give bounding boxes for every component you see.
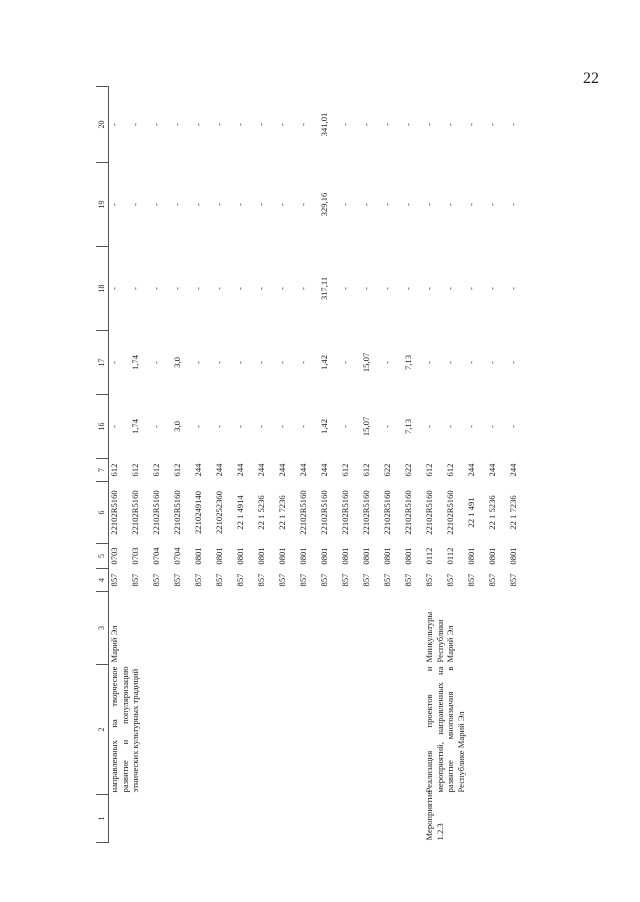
cell-col-20: -: [508, 123, 518, 126]
cell-col-17: -: [256, 361, 266, 364]
cell-col-5: 0801: [466, 547, 476, 565]
cell-col-5: 0801: [487, 547, 497, 565]
column-number-7: 7: [96, 459, 109, 482]
cell-col-7: 612: [151, 463, 161, 477]
cell-col-6: 22102R5160: [340, 490, 350, 535]
cell-col-5: 0801: [319, 547, 329, 565]
cell-col-19: -: [445, 203, 455, 206]
cell-col-18: -: [256, 287, 266, 290]
cell-col-18: -: [424, 287, 434, 290]
cell-col-17: -: [340, 361, 350, 364]
cell-col-19: -: [466, 203, 476, 206]
cell-col-7: 244: [235, 463, 245, 477]
cell-col-5: 0112: [445, 547, 455, 565]
cell-col-7: 612: [172, 463, 182, 477]
cell-col-5: 0704: [172, 547, 182, 565]
cell-col-17: 15,07: [361, 352, 371, 373]
cell-col-5: 0801: [508, 547, 518, 565]
cell-col-16: -: [277, 425, 287, 428]
column-number-17: 17: [96, 331, 109, 395]
column-number-6: 6: [96, 482, 109, 544]
cell-col-16: -: [109, 425, 119, 428]
cell-col-5: 0112: [424, 547, 434, 565]
cell-col-7: 612: [340, 463, 350, 477]
cell-col-20: -: [403, 123, 413, 126]
cell-col-20: -: [445, 123, 455, 126]
cell-col-6: 22 1 7236: [277, 495, 287, 530]
cell-col-4: 857: [403, 573, 413, 587]
cell-col-4: 857: [424, 573, 434, 587]
cell-col-4: 857: [361, 573, 371, 587]
cell-col-17: -: [214, 361, 224, 364]
cell-col-17: -: [424, 361, 434, 364]
cell-col-18: -: [403, 287, 413, 290]
cell-col-7: 244: [193, 463, 203, 477]
responsible-org: Минкультуры Республики Марий Эл: [424, 611, 455, 663]
cell-col-19: -: [256, 203, 266, 206]
cell-col-7: 612: [424, 463, 434, 477]
column-number-2: 2: [96, 665, 109, 795]
cell-col-7: 622: [382, 463, 392, 477]
cell-col-19: -: [151, 203, 161, 206]
cell-col-4: 857: [319, 573, 329, 587]
cell-col-6: 22102R5160: [319, 490, 329, 535]
cell-col-6: 22102R5160: [424, 490, 434, 535]
cell-col-16: -: [466, 425, 476, 428]
cell-col-18: -: [172, 287, 182, 290]
cell-col-17: 7,13: [403, 354, 413, 371]
cell-col-5: 0801: [277, 547, 287, 565]
cell-col-5: 0801: [256, 547, 266, 565]
cell-col-17: 1,42: [319, 354, 329, 371]
cell-col-17: 1,74: [130, 354, 140, 371]
cell-col-20: -: [172, 123, 182, 126]
cell-col-7: 244: [319, 463, 329, 477]
cell-col-20: -: [382, 123, 392, 126]
cell-col-19: -: [235, 203, 245, 206]
cell-col-6: 22 1 4914: [235, 495, 245, 530]
cell-col-18: -: [508, 287, 518, 290]
cell-col-4: 857: [487, 573, 497, 587]
cell-col-5: 0801: [193, 547, 203, 565]
cell-col-7: 244: [256, 463, 266, 477]
cell-col-19: -: [214, 203, 224, 206]
cell-col-19: -: [130, 203, 140, 206]
cell-col-19: -: [109, 203, 119, 206]
cell-col-17: -: [508, 361, 518, 364]
cell-col-20: -: [256, 123, 266, 126]
cell-col-19: -: [193, 203, 203, 206]
cell-col-6: 22102R5160: [298, 490, 308, 535]
cell-col-6: 2210252360: [214, 491, 224, 534]
cell-col-4: 857: [172, 573, 182, 587]
cell-col-17: -: [382, 361, 392, 364]
cell-col-5: 0801: [235, 547, 245, 565]
column-number-4: 4: [96, 569, 109, 592]
table-row: [109, 87, 131, 843]
column-number-19: 19: [96, 163, 109, 247]
cell-col-19: 329,16: [319, 192, 329, 217]
cell-col-19: -: [382, 203, 392, 206]
cell-col-16: -: [340, 425, 350, 428]
cell-col-18: -: [151, 287, 161, 290]
cell-col-4: 857: [382, 573, 392, 587]
cell-col-19: -: [508, 203, 518, 206]
cell-col-17: -: [109, 361, 119, 364]
cell-col-17: -: [445, 361, 455, 364]
cell-col-18: -: [193, 287, 203, 290]
cell-col-18: -: [214, 287, 224, 290]
cell-col-20: -: [235, 123, 245, 126]
page-number: 22: [583, 70, 599, 87]
cell-col-7: 244: [466, 463, 476, 477]
cell-col-4: 857: [298, 573, 308, 587]
cell-col-16: 1,42: [319, 418, 329, 435]
cell-col-18: -: [487, 287, 497, 290]
cell-col-19: -: [277, 203, 287, 206]
table-row: [424, 87, 445, 843]
cell-col-4: 857: [256, 573, 266, 587]
column-number-16: 16: [96, 395, 109, 459]
cell-col-16: 7,13: [403, 418, 413, 435]
cell-col-6: 22102R5160: [130, 490, 140, 535]
cell-col-17: -: [298, 361, 308, 364]
cell-col-19: -: [487, 203, 497, 206]
cell-col-19: -: [340, 203, 350, 206]
cell-col-16: -: [298, 425, 308, 428]
cell-col-4: 857: [466, 573, 476, 587]
cell-col-20: -: [340, 123, 350, 126]
cell-col-17: 3,0: [172, 357, 182, 368]
cell-col-6: 22102R5160: [445, 490, 455, 535]
column-number-20: 20: [96, 87, 109, 163]
cell-col-4: 857: [445, 573, 455, 587]
cell-col-18: -: [445, 287, 455, 290]
cell-col-16: -: [256, 425, 266, 428]
cell-col-16: -: [445, 425, 455, 428]
cell-col-6: 22102R5160: [403, 490, 413, 535]
cell-col-16: 15,07: [361, 416, 371, 437]
cell-col-16: -: [235, 425, 245, 428]
cell-col-7: 244: [508, 463, 518, 477]
cell-col-16: -: [487, 425, 497, 428]
column-number-3: 3: [96, 592, 109, 665]
cell-col-5: 0801: [214, 547, 224, 565]
cell-col-18: -: [235, 287, 245, 290]
cell-col-5: 0801: [340, 547, 350, 565]
cell-col-18: -: [466, 287, 476, 290]
cell-col-17: -: [151, 361, 161, 364]
cell-col-5: 0703: [109, 547, 119, 565]
cell-col-18: 317,11: [319, 276, 329, 301]
cell-col-4: 857: [109, 573, 119, 587]
cell-col-6: 22102R5160: [361, 490, 371, 535]
cell-col-5: 0703: [130, 547, 140, 565]
cell-col-17: -: [277, 361, 287, 364]
cell-col-17: -: [466, 361, 476, 364]
cell-col-6: 22 1 7236: [508, 495, 518, 530]
cell-col-19: -: [403, 203, 413, 206]
cell-col-6: 22102R5160: [382, 490, 392, 535]
cell-col-6: 22102R5160: [151, 490, 161, 535]
cell-col-19: -: [298, 203, 308, 206]
cell-col-4: 857: [214, 573, 224, 587]
cell-col-7: 612: [109, 463, 119, 477]
cell-col-16: -: [424, 425, 434, 428]
activity-description: Реализация проектов и мероприятий, направленных на развитие многоязычия в Республике Марий Эл: [424, 666, 466, 793]
cell-col-5: 0801: [382, 547, 392, 565]
cell-col-20: -: [424, 123, 434, 126]
cell-col-19: -: [424, 203, 434, 206]
budget-table-rotated: [96, 87, 619, 843]
column-number-5: 5: [96, 544, 109, 569]
cell-col-20: -: [193, 123, 203, 126]
cell-col-20: -: [466, 123, 476, 126]
cell-col-18: -: [130, 287, 140, 290]
cell-col-17: -: [235, 361, 245, 364]
cell-col-18: -: [298, 287, 308, 290]
cell-col-4: 857: [508, 573, 518, 587]
cell-col-7: 244: [298, 463, 308, 477]
cell-col-20: -: [151, 123, 161, 126]
cell-col-19: -: [172, 203, 182, 206]
cell-col-20: -: [277, 123, 287, 126]
cell-col-20: -: [130, 123, 140, 126]
cell-col-7: 622: [403, 463, 413, 477]
cell-col-18: -: [277, 287, 287, 290]
cell-col-4: 857: [235, 573, 245, 587]
cell-col-20: -: [214, 123, 224, 126]
cell-col-6: 22102R5160: [109, 490, 119, 535]
cell-col-4: 857: [151, 573, 161, 587]
cell-col-16: -: [193, 425, 203, 428]
cell-col-16: 3,0: [172, 421, 182, 432]
cell-col-6: 22 1 5236: [256, 495, 266, 530]
table-body: [109, 87, 530, 843]
cell-col-16: -: [508, 425, 518, 428]
cell-col-7: 244: [487, 463, 497, 477]
cell-col-4: 857: [340, 573, 350, 587]
activity-description: направленных на творческое развитие и популяризацию этнических культурных традиций: [109, 666, 140, 793]
cell-col-18: -: [109, 287, 119, 290]
column-number-18: 18: [96, 247, 109, 331]
budget-table: [96, 86, 529, 843]
column-number-1: 1: [96, 795, 109, 843]
cell-col-6: 22 1 5236: [487, 495, 497, 530]
cell-col-4: 857: [130, 573, 140, 587]
cell-col-16: 1,74: [130, 418, 140, 435]
cell-col-7: 244: [277, 463, 287, 477]
cell-col-16: -: [214, 425, 224, 428]
cell-col-5: 0801: [298, 547, 308, 565]
activity-label: Мероприятие 1.2.3: [424, 790, 445, 841]
cell-col-5: 0801: [361, 547, 371, 565]
cell-col-20: -: [361, 123, 371, 126]
cell-col-6: 22102R5160: [172, 490, 182, 535]
cell-col-5: 0704: [151, 547, 161, 565]
cell-col-17: -: [193, 361, 203, 364]
cell-col-4: 857: [277, 573, 287, 587]
cell-col-20: -: [487, 123, 497, 126]
cell-col-20: 341,01: [319, 112, 329, 137]
cell-col-19: -: [361, 203, 371, 206]
cell-col-18: -: [340, 287, 350, 290]
cell-col-7: 612: [130, 463, 140, 477]
cell-col-6: 22 1 491: [466, 497, 476, 528]
cell-col-18: -: [361, 287, 371, 290]
cell-col-6: 2210249140: [193, 491, 203, 534]
cell-col-4: 857: [193, 573, 203, 587]
activity-label-empty: [109, 795, 425, 843]
cell-col-20: -: [298, 123, 308, 126]
cell-col-20: -: [109, 123, 119, 126]
cell-col-7: 612: [445, 463, 455, 477]
cell-col-7: 612: [361, 463, 371, 477]
cell-col-16: -: [151, 425, 161, 428]
cell-col-7: 244: [214, 463, 224, 477]
responsible-org: Марий Эл: [109, 625, 119, 663]
cell-col-5: 0801: [403, 547, 413, 565]
cell-col-18: -: [382, 287, 392, 290]
cell-col-17: -: [487, 361, 497, 364]
cell-col-16: -: [382, 425, 392, 428]
column-number-header: [96, 87, 109, 843]
